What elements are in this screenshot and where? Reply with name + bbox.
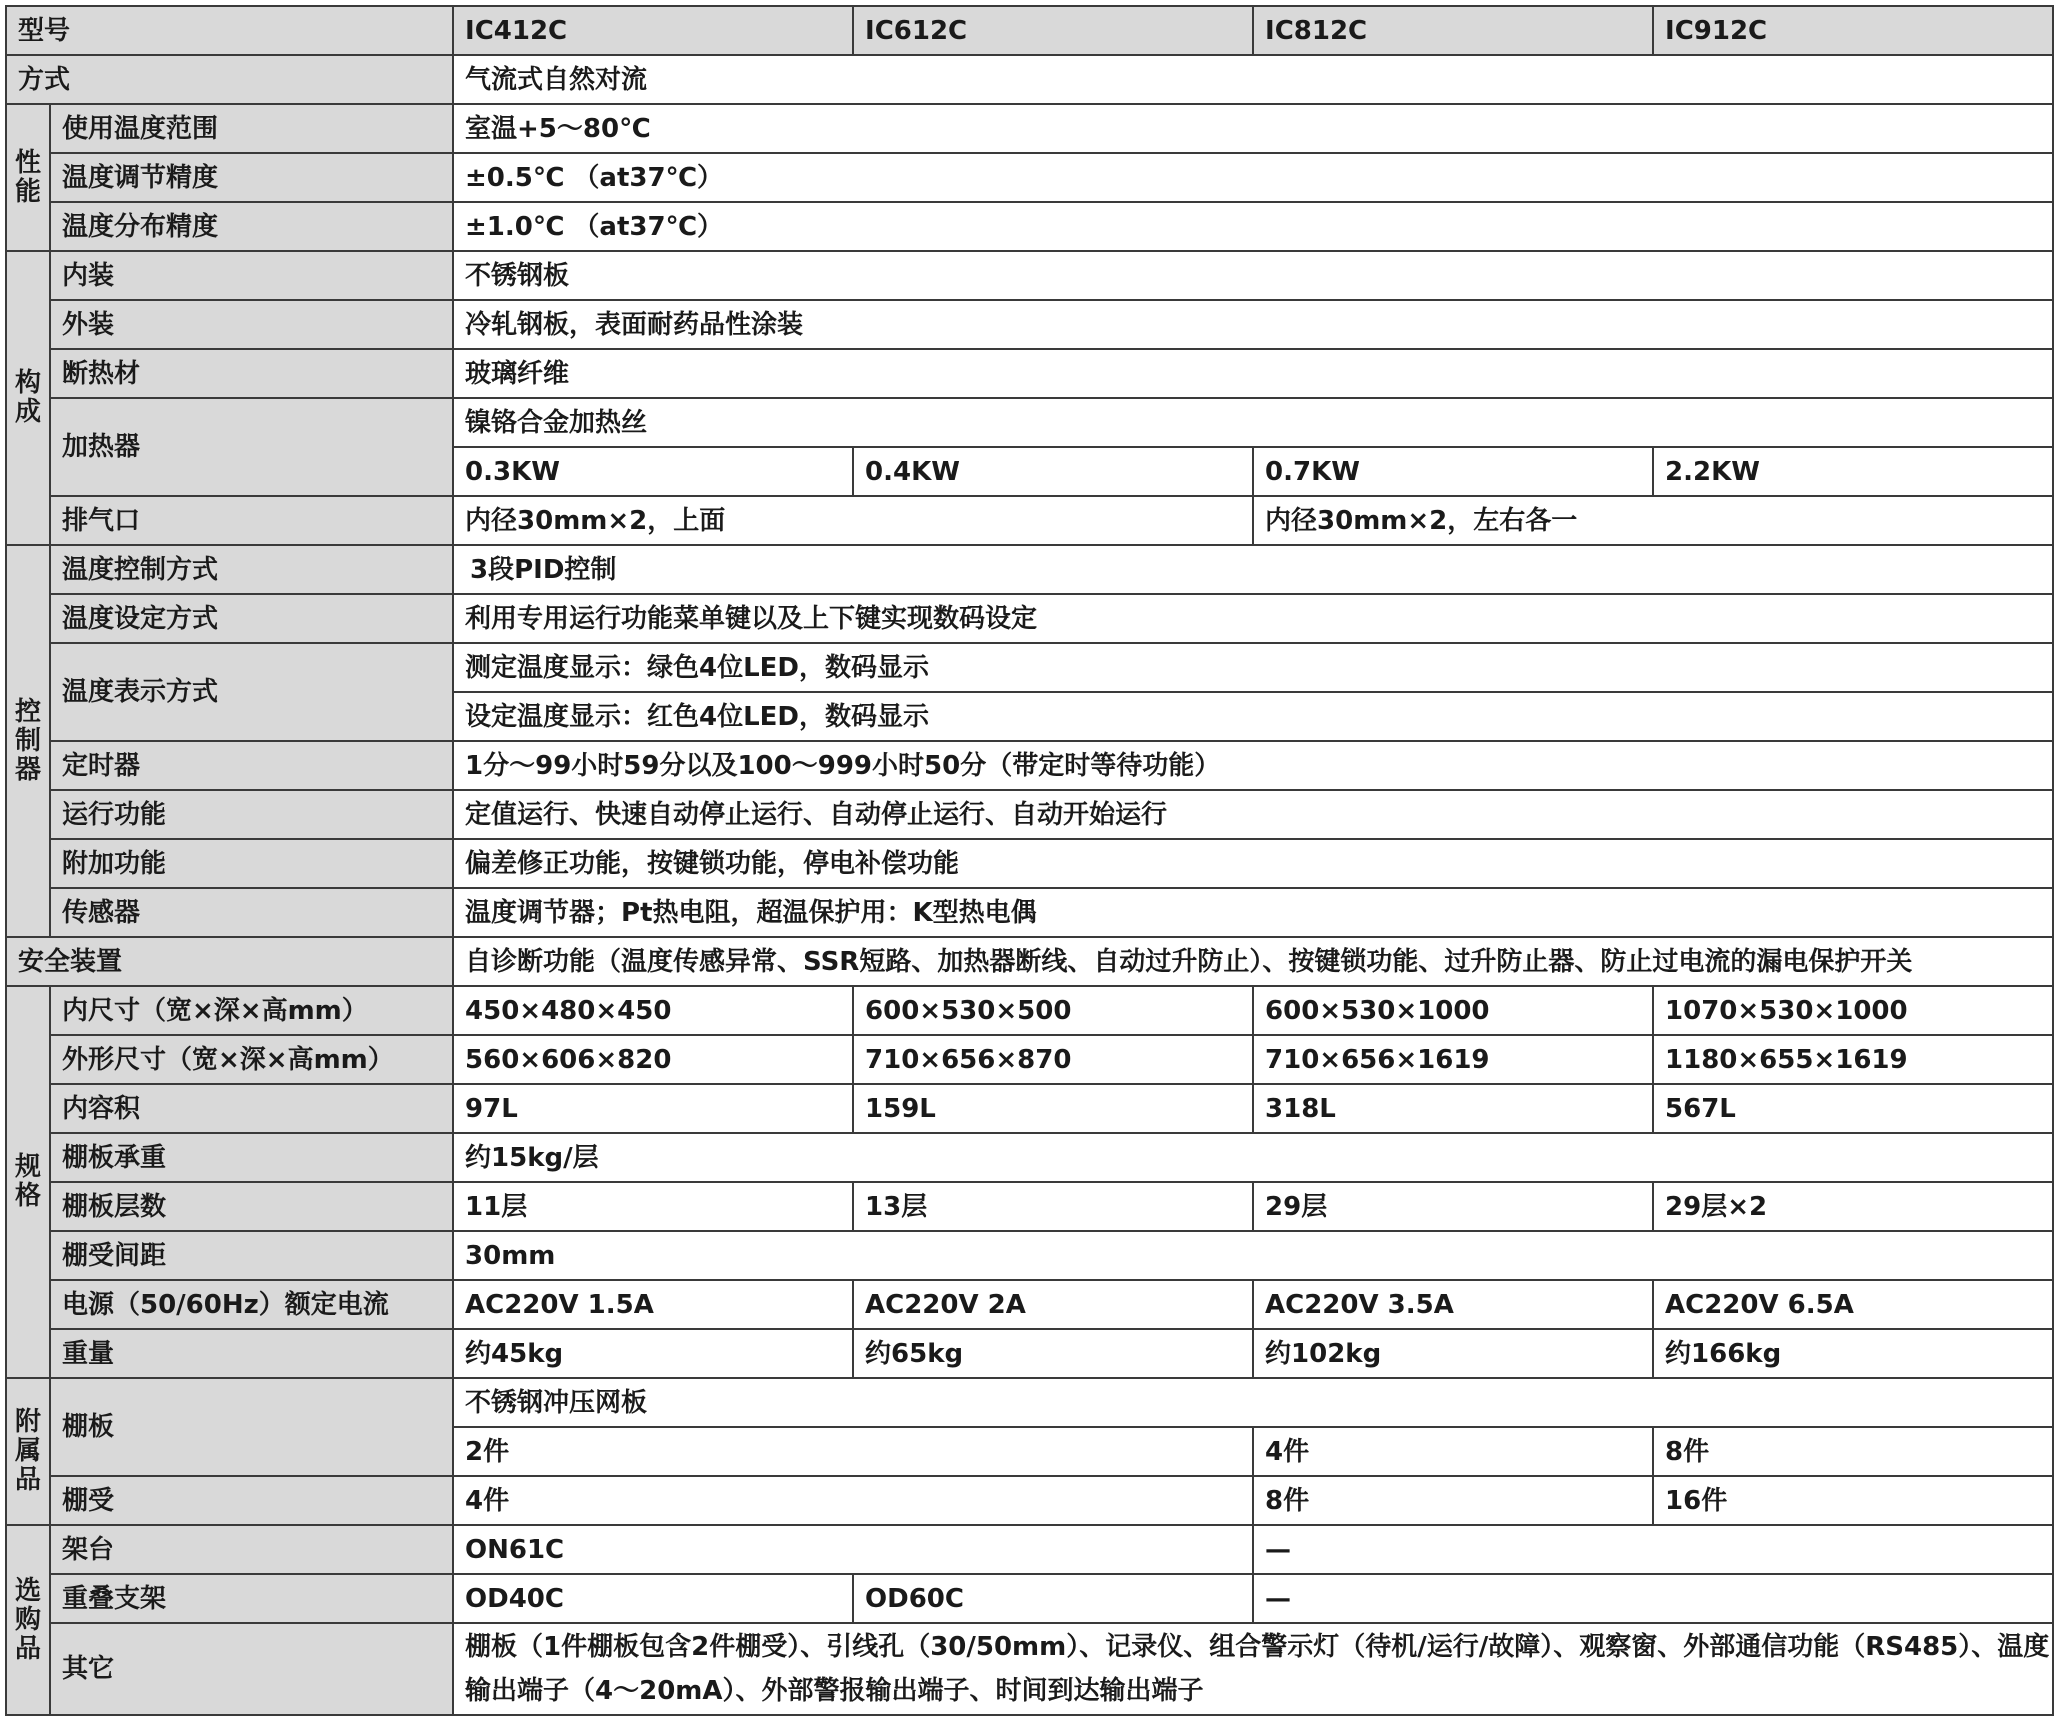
model-header-row [6,6,2053,55]
inner-dims-cell: 600×530×1000 [1253,986,1653,1035]
volume-label: 内容积 [50,1084,453,1133]
shelf-load-label: 棚板承重 [50,1133,453,1182]
sensor-label: 传感器 [50,888,453,937]
shelf-pitch-label: 棚受间距 [50,1231,453,1280]
inner-dims-cell: 450×480×450 [453,986,853,1035]
weight-cell: 约45kg [453,1329,853,1378]
exhaust-value: 内径30mm×2，上面 [453,496,1253,545]
safety-row [6,937,2053,986]
others-label: 其它 [50,1623,453,1715]
volume-cell: 567L [1653,1084,2053,1133]
others-row [6,1623,2053,1715]
temp-range-label: 使用温度范围 [50,104,453,153]
weight-row [6,1329,2053,1378]
stacking-frame-value: OD40C [453,1574,853,1623]
temp-control-accuracy-label: 温度调节精度 [50,153,453,202]
exterior-label: 外装 [50,300,453,349]
model-header-label: 型号 [6,6,453,55]
weight-cell: 约65kg [853,1329,1253,1378]
temp-distribution-accuracy-value: ±1.0℃ （at37℃） [453,202,2053,251]
accessory-support-count: 16件 [1653,1476,2053,1525]
power-cell: AC220V 2A [853,1280,1253,1329]
method-value: 气流式自然对流 [453,55,2053,104]
insulation-label: 断热材 [50,349,453,398]
timer-label: 定时器 [50,741,453,790]
accessory-support-count: 8件 [1253,1476,1653,1525]
group-controller: 控制器 [6,545,50,937]
temp-control-accuracy-row [6,153,2053,202]
stacking-frame-value: OD60C [853,1574,1253,1623]
model-ic412c: IC412C [453,6,853,55]
control-method-value: 3段PID控制 [453,545,2053,594]
inner-dims-cell: 1070×530×1000 [1653,986,2053,1035]
accessory-support-row [6,1476,2053,1525]
power-label: 电源（50/60Hz）额定电流 [50,1280,453,1329]
volume-row [6,1084,2053,1133]
timer-row [6,741,2053,790]
accessory-support-count: 4件 [453,1476,1253,1525]
stand-label: 架台 [50,1525,453,1574]
exhaust-label: 排气口 [50,496,453,545]
inner-dims-label: 内尺寸（宽×深×高mm） [50,986,453,1035]
setting-method-row [6,594,2053,643]
sensor-value: 温度调节器；Pt热电阻，超温保护用：K型热电偶 [453,888,2053,937]
shelf-pitch-value: 30mm [453,1231,2053,1280]
outer-dims-cell: 560×606×820 [453,1035,853,1084]
extra-functions-row [6,839,2053,888]
temp-range-value: 室温+5～80℃ [453,104,2053,153]
stand-value: — [1253,1525,2053,1574]
shelf-levels-cell: 29层×2 [1653,1182,2053,1231]
power-row [6,1280,2053,1329]
group-performance: 性能 [6,104,50,251]
display-set-value: 设定温度显示：红色4位LED，数码显示 [453,692,2053,741]
display-measured-value: 测定温度显示：绿色4位LED，数码显示 [453,643,2053,692]
shelf-levels-cell: 13层 [853,1182,1253,1231]
safety-label: 安全装置 [6,937,453,986]
others-value: 棚板（1件棚板包含2件棚受）、引线孔（30/50mm）、记录仪、组合警示灯（待机/运行/故障）、观察窗、外部通信功能（RS485）、温度输出端子（4～20mA）、外部警报输出端子、时间到达输出端子 [453,1623,2053,1715]
accessory-shelf-count: 4件 [1253,1427,1653,1476]
heater-power-cell: 0.4KW [853,447,1253,496]
insulation-value: 玻璃纤维 [453,349,2053,398]
inner-dims-row [6,986,2053,1035]
outer-dims-label: 外形尺寸（宽×深×高mm） [50,1035,453,1084]
shelf-levels-cell: 11层 [453,1182,853,1231]
group-construction: 构成 [6,251,50,545]
display-method-row [6,643,2053,692]
interior-label: 内装 [50,251,453,300]
temp-range-row [6,104,2053,153]
shelf-levels-cell: 29层 [1253,1182,1653,1231]
interior-row [6,251,2053,300]
shelf-load-value: 约15kg/层 [453,1133,2053,1182]
interior-value: 不锈钢板 [453,251,2053,300]
control-method-label: 温度控制方式 [50,545,453,594]
exterior-value: 冷轧钢板，表面耐药品性涂装 [453,300,2053,349]
model-ic612c: IC612C [853,6,1253,55]
group-accessories: 附属品 [6,1378,50,1525]
extra-functions-label: 附加功能 [50,839,453,888]
accessory-support-label: 棚受 [50,1476,453,1525]
run-functions-label: 运行功能 [50,790,453,839]
volume-cell: 159L [853,1084,1253,1133]
temp-distribution-accuracy-label: 温度分布精度 [50,202,453,251]
method-label: 方式 [6,55,453,104]
heater-power-cell: 0.7KW [1253,447,1653,496]
weight-cell: 约102kg [1253,1329,1653,1378]
run-functions-row [6,790,2053,839]
run-functions-value: 定值运行、快速自动停止运行、自动停止运行、自动开始运行 [453,790,2053,839]
sensor-row [6,888,2053,937]
accessory-shelf-label: 棚板 [50,1378,453,1476]
setting-method-label: 温度设定方式 [50,594,453,643]
power-cell: AC220V 3.5A [1253,1280,1653,1329]
stacking-frame-label: 重叠支架 [50,1574,453,1623]
control-method-row [6,545,2053,594]
safety-value: 自诊断功能（温度传感异常、SSR短路、加热器断线、自动过升防止）、按键锁功能、过升防止器、防止过电流的漏电保护开关 [453,937,2053,986]
volume-cell: 318L [1253,1084,1653,1133]
shelf-levels-row [6,1182,2053,1231]
heater-power-cell: 0.3KW [453,447,853,496]
shelf-load-row [6,1133,2053,1182]
power-cell: AC220V 6.5A [1653,1280,2053,1329]
insulation-row [6,349,2053,398]
heater-material: 镍铬合金加热丝 [453,398,2053,447]
accessory-shelf-count: 8件 [1653,1427,2053,1476]
setting-method-value: 利用专用运行功能菜单键以及上下键实现数码设定 [453,594,2053,643]
weight-label: 重量 [50,1329,453,1378]
outer-dims-cell: 710×656×1619 [1253,1035,1653,1084]
inner-dims-cell: 600×530×500 [853,986,1253,1035]
outer-dims-row [6,1035,2053,1084]
stacking-frame-value: — [1253,1574,2053,1623]
group-specs: 规格 [6,986,50,1378]
power-cell: AC220V 1.5A [453,1280,853,1329]
model-ic912c: IC912C [1653,6,2053,55]
accessory-shelf-material: 不锈钢冲压网板 [453,1378,2053,1427]
timer-value: 1分～99小时59分以及100～999小时50分（带定时等待功能） [453,741,2053,790]
exhaust-value: 内径30mm×2，左右各一 [1253,496,2053,545]
display-method-label: 温度表示方式 [50,643,453,741]
volume-cell: 97L [453,1084,853,1133]
accessory-shelf-row [6,1378,2053,1427]
heater-row [6,398,2053,447]
shelf-pitch-row [6,1231,2053,1280]
spec-table [5,5,2054,1716]
stand-value: ON61C [453,1525,1253,1574]
temp-distribution-accuracy-row [6,202,2053,251]
group-options: 选购品 [6,1525,50,1715]
shelf-levels-label: 棚板层数 [50,1182,453,1231]
temp-control-accuracy-value: ±0.5℃ （at37℃） [453,153,2053,202]
weight-cell: 约166kg [1653,1329,2053,1378]
model-ic812c: IC812C [1253,6,1653,55]
extra-functions-value: 偏差修正功能，按键锁功能，停电补偿功能 [453,839,2053,888]
exhaust-row [6,496,2053,545]
stand-row [6,1525,2053,1574]
heater-label: 加热器 [50,398,453,496]
stacking-frame-row [6,1574,2053,1623]
method-row [6,55,2053,104]
exterior-row [6,300,2053,349]
accessory-shelf-count: 2件 [453,1427,1253,1476]
outer-dims-cell: 1180×655×1619 [1653,1035,2053,1084]
heater-power-cell: 2.2KW [1653,447,2053,496]
outer-dims-cell: 710×656×870 [853,1035,1253,1084]
